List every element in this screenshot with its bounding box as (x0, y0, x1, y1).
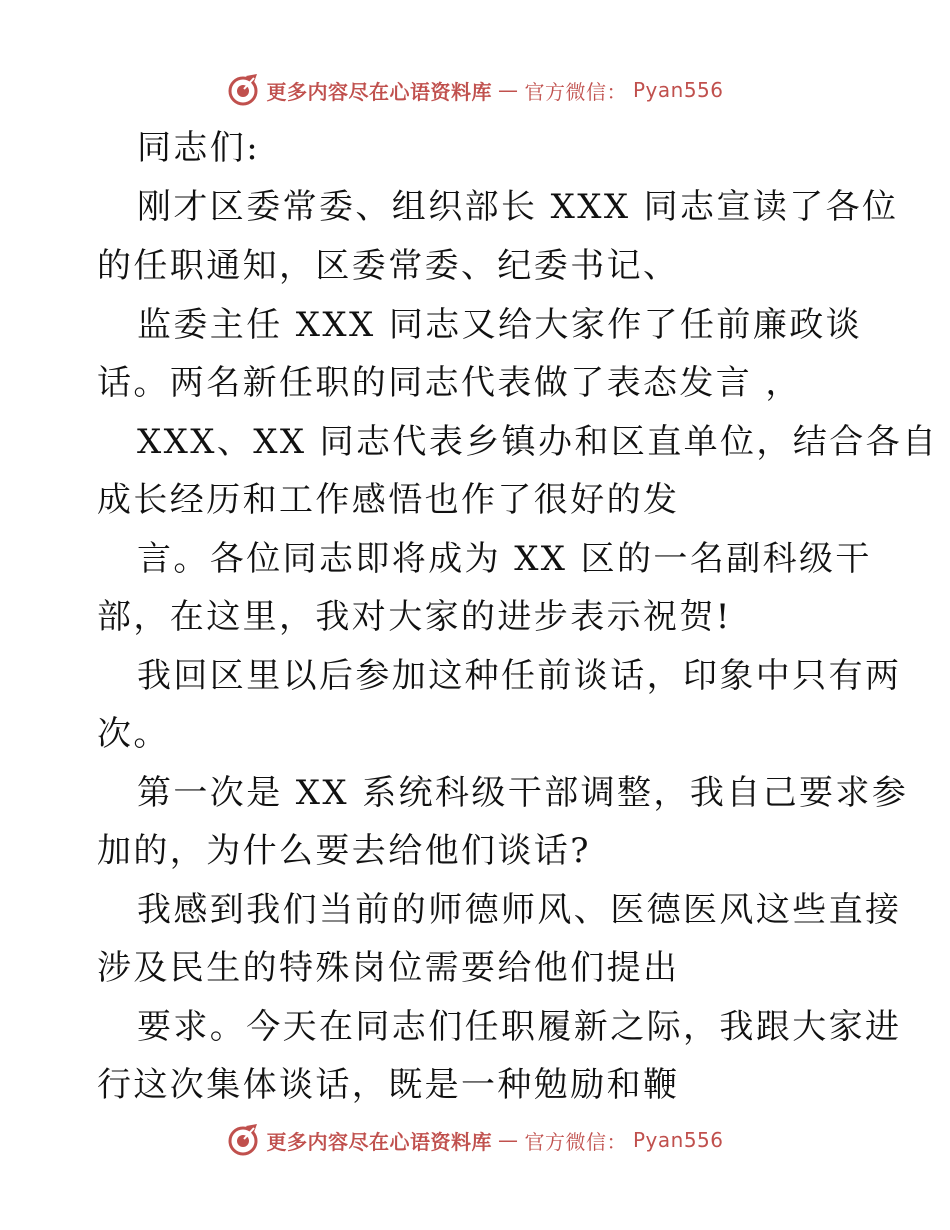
text-line: 部，在这里，我对大家的进步表示祝贺! (97, 597, 732, 637)
banner-slogan: 更多内容尽在心语资料库 (266, 1129, 492, 1154)
text-line: 刚才区委常委、组织部长 XXX 同志宣读了各位 (137, 187, 899, 227)
quill-pen-seal-icon (226, 73, 260, 107)
text-line: 要求。今天在同志们任职履新之际，我跟大家进 (137, 1007, 902, 1047)
text-line: 的任职通知，区委常委、纪委书记、 (97, 246, 680, 286)
banner-account-label: 官方微信： (524, 79, 627, 104)
text-line: 话。两名新任职的同志代表做了表态发言 ， (97, 363, 802, 403)
header-banner (0, 70, 950, 110)
text-line: XXX、XX 同志代表乡镇办和区直单位，结合各自 (137, 422, 939, 462)
text-line: 加的，为什么要去给他们谈话? (97, 831, 591, 871)
banner-account-id: Pyan556 (632, 1128, 724, 1152)
banner-account-id: Pyan556 (632, 78, 724, 102)
footer-banner (0, 1120, 950, 1160)
quill-pen-seal-icon (226, 1123, 260, 1157)
text-line: 监委主任 XXX 同志又给大家作了任前廉政谈 (137, 305, 863, 345)
text-line: 同志们: (137, 128, 261, 168)
text-line: 我回区里以后参加这种任前谈话，印象中只有两 (137, 656, 902, 696)
text-line: 行这次集体谈话，既是一种勉励和鞭 (97, 1065, 680, 1105)
text-line: 我感到我们当前的师德师风、医德医风这些直接 (137, 890, 902, 930)
text-line: 第一次是 XX 系统科级干部调整，我自己要求参 (137, 773, 909, 813)
banner-account-label: 官方微信： (524, 1129, 627, 1154)
banner-dash: — (497, 78, 519, 102)
text-line: 言。各位同志即将成为 XX 区的一名副科级干 (137, 539, 872, 579)
banner-slogan: 更多内容尽在心语资料库 (266, 79, 492, 104)
text-line: 次。 (97, 714, 170, 754)
text-line: 成长经历和工作感悟也作了很好的发 (97, 480, 680, 520)
text-line: 涉及民生的特殊岗位需要给他们提出 (97, 948, 680, 988)
banner-dash: — (497, 1128, 519, 1152)
